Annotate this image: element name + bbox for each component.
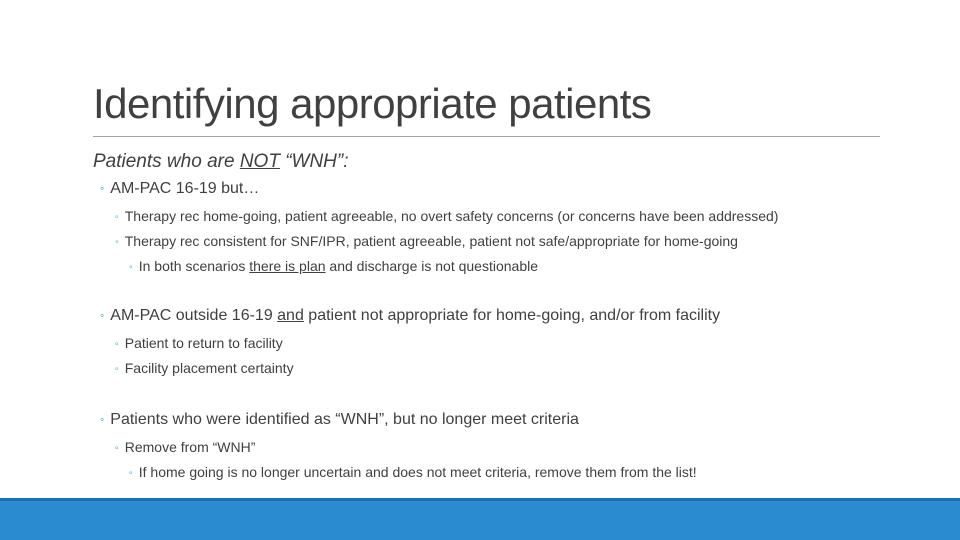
bullet-section-1-item-2: ◦ Therapy rec consistent for SNF/IPR, patient agreeable, patient not safe/appropriate for home-going [115, 233, 738, 249]
subheading-emphasis: NOT [239, 151, 280, 172]
bullet-icon: ◦ [129, 261, 133, 273]
bullet-section-1-subitem: ◦ In both scenarios there is plan and discharge is not questionable [129, 258, 539, 274]
bullet-icon: ◦ [100, 412, 105, 426]
bullet-section-1-item-1: ◦ Therapy rec home-going, patient agreeable, no overt safety concerns (or concerns have been addressed) [115, 208, 779, 224]
subheading: Patients who are NOT “WNH”: [93, 151, 349, 172]
bullet-section-1: ◦ AM-PAC 16-19 but… [100, 180, 260, 197]
title-divider [93, 136, 880, 137]
bullet-icon: ◦ [115, 211, 119, 223]
bullet-icon: ◦ [100, 181, 105, 195]
footer-band-edge [0, 498, 960, 501]
bullet-icon: ◦ [115, 338, 119, 350]
bullet-section-3-subitem: ◦ If home going is no longer uncertain and does not meet criteria, remove them from the list! [129, 464, 697, 480]
footer-band [0, 498, 960, 540]
bullet-section-2-item-1: ◦ Patient to return to facility [115, 335, 283, 351]
bullet-section-2: ◦ AM-PAC outside 16-19 and patient not appropriate for home-going, and/or from facility [100, 307, 721, 324]
slide-title: Identifying appropriate patients [93, 80, 652, 127]
bullet-icon: ◦ [115, 363, 119, 375]
bullet-section-3: ◦ Patients who were identified as “WNH”, but no longer meet criteria [100, 411, 579, 428]
bullet-icon: ◦ [100, 308, 105, 322]
bullet-icon: ◦ [115, 236, 119, 248]
bullet-icon: ◦ [115, 442, 119, 454]
bullet-section-3-item: ◦ Remove from “WNH” [115, 439, 256, 455]
bullet-icon: ◦ [129, 467, 133, 479]
bullet-section-2-item-2: ◦ Facility placement certainty [115, 360, 294, 376]
